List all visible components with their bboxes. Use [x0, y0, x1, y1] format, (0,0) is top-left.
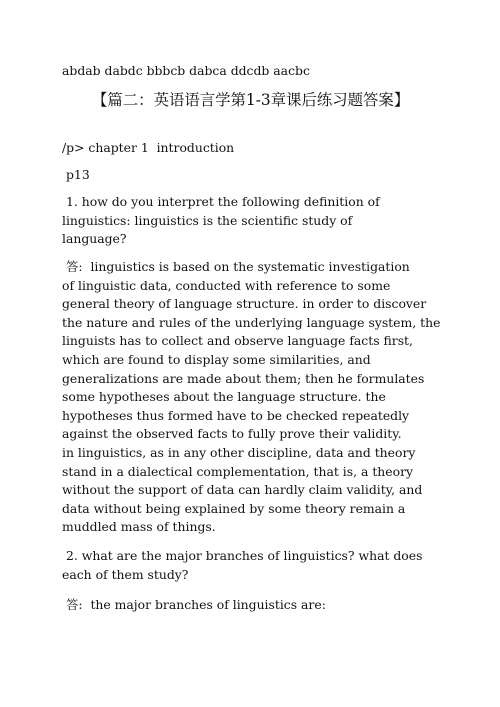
section-heading: 【篇二：英语语言学第1-3章课后练习题答案】 — [92, 91, 410, 109]
answer-1-line: hypotheses thus formed have to be checked repeatedly — [62, 407, 410, 423]
question-1-line: linguistics: linguistics is the scientific study of — [62, 212, 353, 228]
answer-1-line: data without being explained by some theory remain a — [62, 500, 406, 516]
answer-1 — [62, 258, 452, 537]
answer-1-line: the nature and rules of the underlying language system, the — [62, 314, 441, 330]
question-1-line: language? — [62, 231, 127, 247]
answer-1-line: stand in a dialectical complementation, that is, a theory — [62, 463, 413, 479]
answer-1-line: 答: linguistics is based on the systematic investigation — [66, 259, 410, 274]
answer-2-intro: 答: the major branches of linguistics are: — [66, 597, 326, 612]
answer-1-line: which are found to display some similarities, and — [62, 351, 371, 367]
question-2 — [62, 547, 452, 584]
answer-1-line: muddled mass of things. — [62, 519, 216, 535]
question-2-line: 2. what are the major branches of linguistics? what does — [66, 548, 423, 563]
answer-1-line: against the observed facts to fully prove their validity. — [62, 426, 402, 442]
answer-1-line: linguists has to collect and observe language facts first, — [62, 333, 413, 349]
answer-1-line: general theory of language structure. in order to discover — [62, 296, 427, 312]
answer-1-line: in linguistics, as in any other discipline, data and theory — [62, 444, 416, 460]
answer-1-line: without the support of data can hardly claim validity, and — [62, 482, 423, 498]
answer-1-line: of linguistic data, conducted with reference to some — [62, 277, 391, 293]
question-1-line: 1. how do you interpret the following definition of — [66, 194, 380, 209]
answer-1-line: some hypotheses about the language structure. the — [62, 389, 386, 405]
question-2-line: each of them study? — [62, 566, 189, 582]
answer-key-line: abdab dabdc bbbcb dabca ddcdb aacbc — [62, 63, 310, 78]
question-1 — [62, 193, 452, 249]
answer-1-line: generalizations are made about them; then he formulates — [62, 370, 425, 386]
page-reference: p13 — [66, 167, 90, 182]
chapter-line: /p> chapter 1 introduction — [62, 140, 235, 155]
